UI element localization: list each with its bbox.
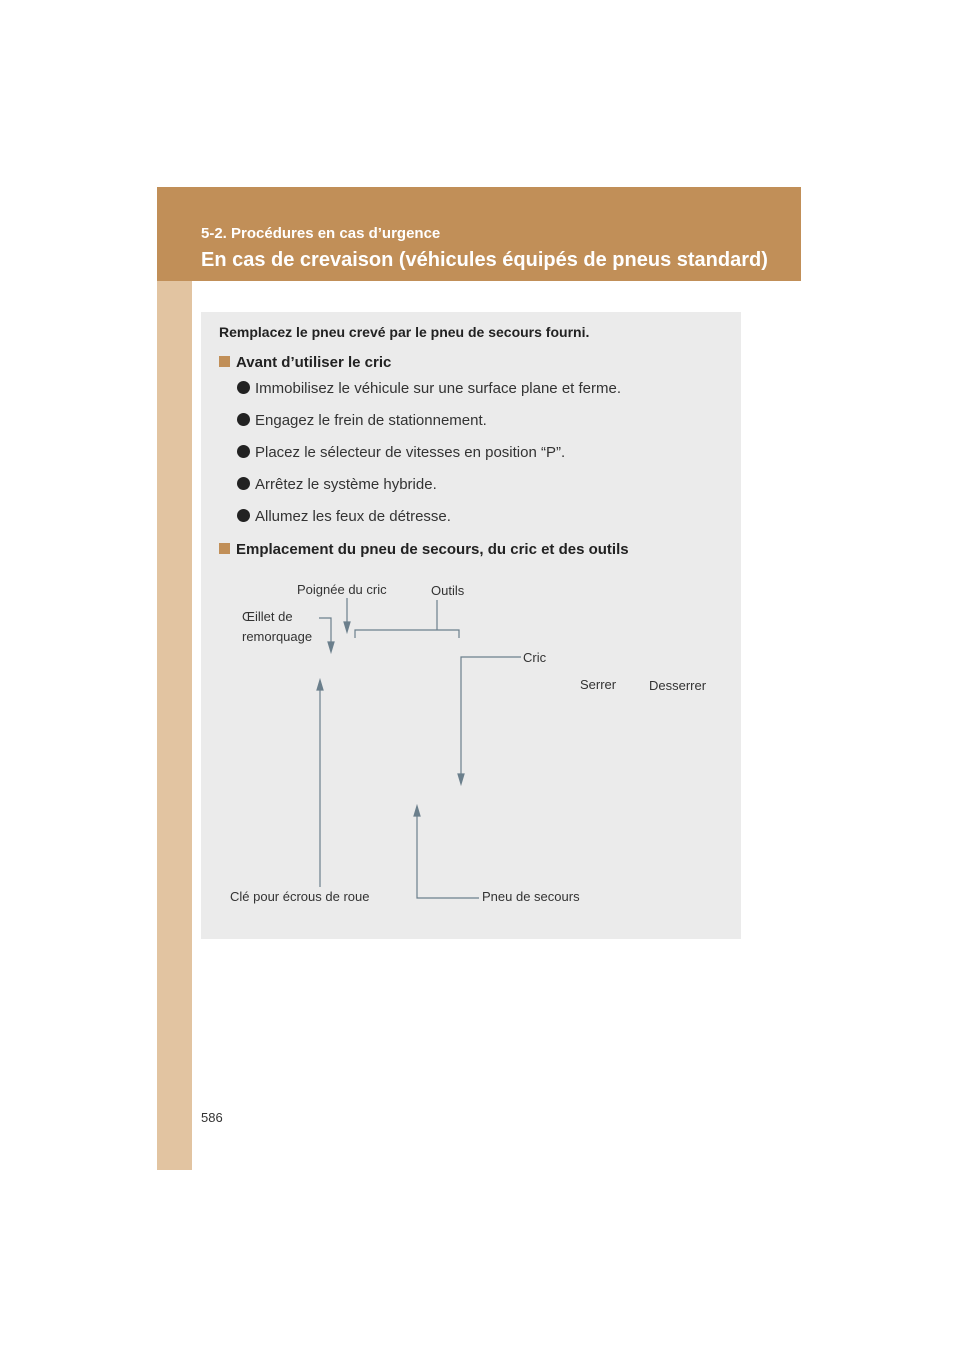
label-wheel-nut-wrench: Clé pour écrous de roue — [230, 889, 370, 904]
arrowhead-icon — [344, 622, 350, 632]
arrowhead-icon — [328, 642, 334, 652]
label-jack-handle: Poignée du cric — [297, 582, 387, 597]
page-title: En cas de crevaison (véhicules équipés de pneus standard) — [201, 249, 768, 271]
label-loosen: Desserrer — [649, 678, 707, 693]
subheading-text: Avant d’utiliser le cric — [236, 354, 392, 371]
page-header — [157, 187, 801, 281]
arrowhead-icon — [414, 806, 420, 816]
tool-location-diagram — [201, 312, 741, 939]
label-tools: Outils — [431, 583, 465, 598]
label-jack: Cric — [523, 650, 547, 665]
leader-line-jack — [461, 657, 521, 778]
arrowhead-icon — [458, 774, 464, 784]
sidebar-stripe — [157, 281, 192, 1170]
section-label: 5-2. Procédures en cas d’urgence — [201, 225, 441, 242]
intro-text: Remplacez le pneu crevé par le pneu de secours fourni. — [219, 324, 590, 340]
list-item-text: Engagez le frein de stationnement. — [255, 412, 487, 429]
bracket-tools — [355, 630, 459, 638]
subheading-text: Emplacement du pneu de secours, du cric et des outils — [236, 541, 629, 558]
label-tighten: Serrer — [580, 677, 617, 692]
label-towing-eye-1: Œillet de — [242, 609, 293, 624]
content-box — [201, 312, 741, 939]
list-item-text: Arrêtez le système hybride. — [255, 476, 437, 493]
leader-line-spare-tire — [417, 812, 479, 898]
label-spare-tire: Pneu de secours — [482, 889, 580, 904]
list-item-text: Immobilisez le véhicule sur une surface plane et ferme. — [255, 380, 622, 397]
page-number: 586 — [201, 1110, 223, 1125]
label-towing-eye-2: remorquage — [242, 629, 313, 644]
list-item-text: Allumez les feux de détresse. — [255, 508, 451, 525]
arrowhead-icon — [317, 680, 323, 690]
list-item-text: Placez le sélecteur de vitesses en position “P”. — [255, 444, 566, 461]
